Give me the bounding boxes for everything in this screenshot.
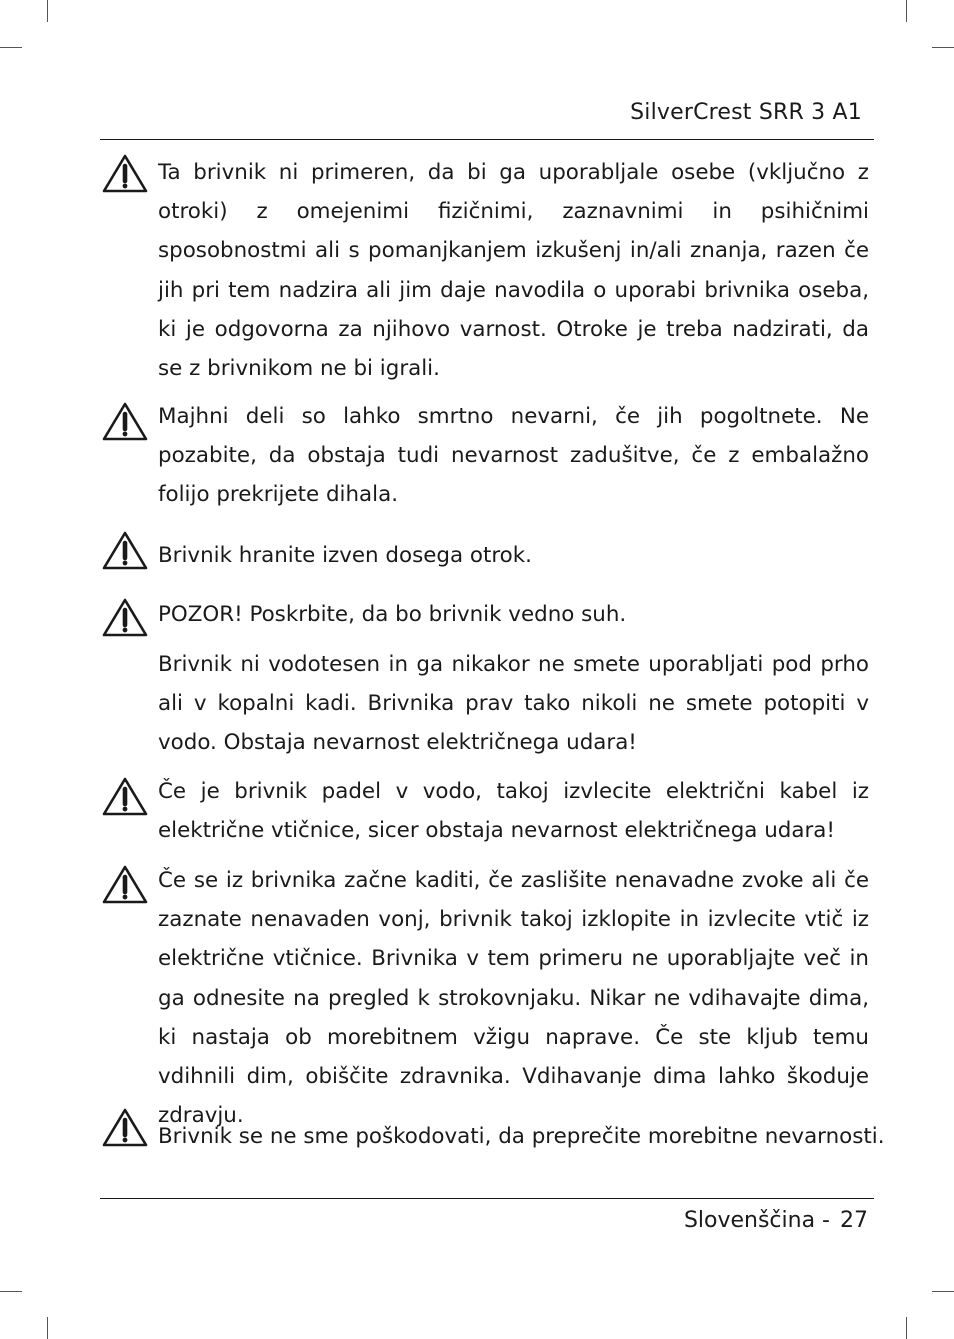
warning-triangle-icon — [102, 401, 148, 441]
crop-mark-bottom-right — [906, 1317, 907, 1339]
warning-triangle-icon — [102, 153, 148, 193]
warning-triangle-icon — [102, 597, 148, 637]
crop-mark-bottom-left — [0, 1291, 22, 1292]
crop-mark-top-right — [932, 47, 954, 48]
warning-text: POZOR! Poskrbite, da bo brivnik vedno suh. — [158, 602, 627, 627]
warning-text: Majhni deli so lahko smrtno nevarni, če jih pogoltnete. Ne pozabite, da obstaja tudi nevarnost zadušitve, če z embalažno folijo prekrijete dihala. — [158, 404, 869, 508]
crop-mark-top-left — [47, 0, 48, 22]
footer-rule — [100, 1198, 874, 1199]
crop-mark-bottom-right — [932, 1291, 954, 1292]
warning-text: Brivnik hranite izven dosega otrok. — [158, 543, 532, 568]
warning-text: Brivnik se ne sme poškodovati, da preprečite morebitne nevarnosti. — [158, 1124, 885, 1149]
warning-text: Če je brivnik padel v vodo, takoj izvlecite električni kabel iz električne vtičnice, sicer obstaja nevarnost električnega udara! — [158, 779, 869, 844]
warning-triangle-icon — [102, 530, 148, 570]
warning-text: Če se iz brivnika začne kaditi, če zaslišite nenavadne zvoke ali če zaznate nenavaden vonj, brivnik takoj izklopite in izvlecite vtič iz električne vtičnice. Brivnika v tem primeru ne uporabljajte več in ga odnesite na pregled k strokovnjaku. Nikar ne vdihavajte dima, ki nastaja ob morebitnem vžigu naprave. Če ste kljub temu vdihnili dim, obiščite zdravnika. Vdihavanje dima lahko škoduje zdravju. — [158, 868, 869, 1129]
warning-text: Brivnik ni vodotesen in ga nikakor ne smete uporabljati pod prho ali v kopalni kadi. Brivnika prav tako nikoli ne smete potopiti v vodo. Obstaja nevarnost električnega udara! — [158, 652, 869, 756]
warning-triangle-icon — [102, 864, 148, 904]
footer-language: Slovenščina - — [683, 1208, 830, 1233]
crop-mark-top-left — [0, 47, 22, 48]
page-number: 27 — [840, 1208, 868, 1233]
warning-text: Ta brivnik ni primeren, da bi ga uporabljale osebe (vključno z otroki) z omejenimi fizičnimi, zaznavnimi in psihičnimi sposobnostmi ali s pomanjkanjem izkušenj in/ali znanja, razen če jih pri tem nadzira ali jim daje navodila o uporabi brivnika oseba, ki je odgovorna za njihovo varnost. Otroke je treba nadzirati, da se z brivnikom ne bi igrali. — [158, 160, 869, 382]
page-footer — [684, 1208, 868, 1233]
page-header-title: SilverCrest SRR 3 A1 — [630, 100, 862, 125]
header-rule — [100, 139, 874, 140]
crop-mark-bottom-left — [47, 1317, 48, 1339]
warning-triangle-icon — [102, 776, 148, 816]
crop-mark-top-right — [906, 0, 907, 22]
warning-triangle-icon — [102, 1107, 148, 1147]
